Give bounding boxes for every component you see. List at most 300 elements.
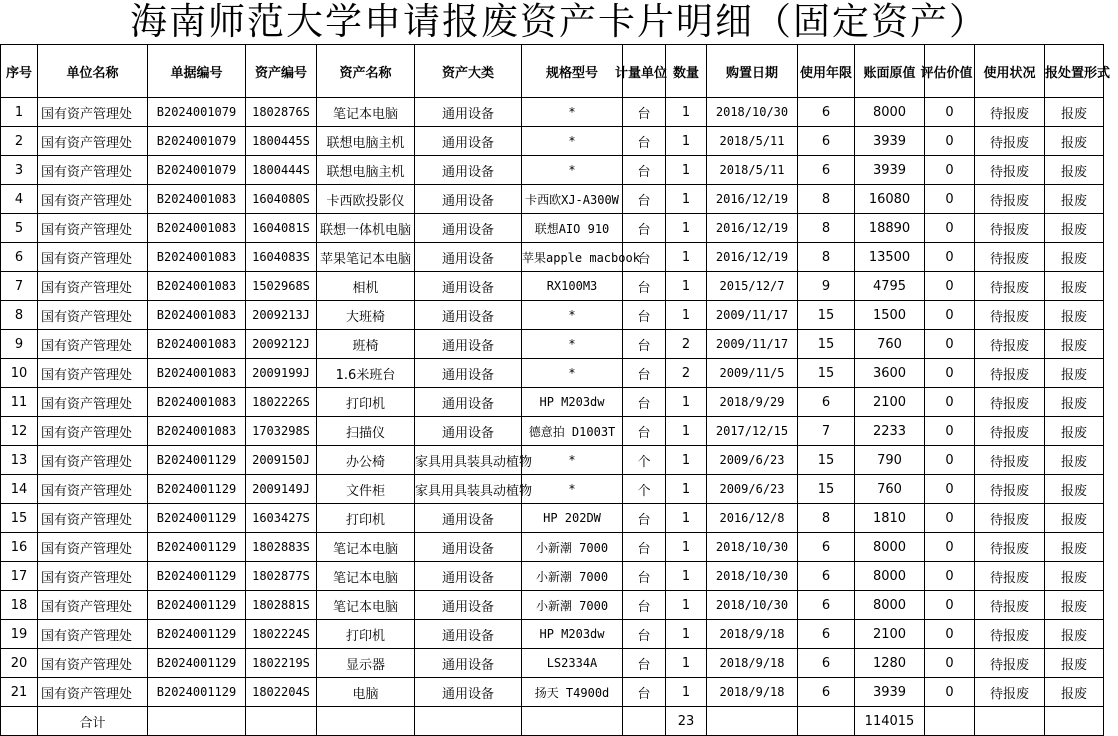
document-number-cell[interactable]: B2024001083 — [148, 388, 246, 417]
row-number-cell[interactable]: 4 — [1, 185, 38, 214]
model-spec-cell[interactable]: LS2334A — [522, 649, 623, 678]
unit-cell[interactable]: 台 — [623, 98, 666, 127]
asset-name-cell[interactable]: 笔记本电脑 — [317, 562, 415, 591]
asset-name-cell[interactable]: 扫描仪 — [317, 417, 415, 446]
row-number-cell[interactable]: 16 — [1, 533, 38, 562]
unit-cell[interactable]: 台 — [623, 214, 666, 243]
purchase-date-cell[interactable]: 2009/6/23 — [707, 475, 798, 504]
usage-status-cell[interactable]: 待报废 — [975, 388, 1045, 417]
disposal-form-cell[interactable]: 报废 — [1045, 620, 1104, 649]
asset-category-cell[interactable]: 通用设备 — [415, 620, 522, 649]
usage-status-cell[interactable]: 待报废 — [975, 475, 1045, 504]
unit-cell[interactable]: 台 — [623, 185, 666, 214]
disposal-form-cell[interactable]: 报废 — [1045, 446, 1104, 475]
row-number-cell[interactable]: 15 — [1, 504, 38, 533]
asset-name-cell[interactable]: 显示器 — [317, 649, 415, 678]
book-value-cell[interactable]: 760 — [855, 475, 925, 504]
purchase-date-cell[interactable]: 2016/12/19 — [707, 214, 798, 243]
purchase-date-cell[interactable]: 2016/12/8 — [707, 504, 798, 533]
book-value-cell[interactable]: 3600 — [855, 359, 925, 388]
document-number-cell[interactable]: B2024001129 — [148, 504, 246, 533]
service-life-cell[interactable]: 9 — [798, 272, 855, 301]
asset-number-cell[interactable]: 2009150J — [246, 446, 317, 475]
purchase-date-cell[interactable]: 2015/12/7 — [707, 272, 798, 301]
model-spec-cell[interactable]: 联想AIO 910 — [522, 214, 623, 243]
unit-cell[interactable]: 台 — [623, 533, 666, 562]
appraised-value-cell[interactable]: 0 — [925, 214, 975, 243]
asset-name-cell[interactable]: 联想电脑主机 — [317, 156, 415, 185]
usage-status-cell[interactable]: 待报废 — [975, 98, 1045, 127]
asset-category-cell[interactable]: 通用设备 — [415, 388, 522, 417]
usage-status-cell[interactable]: 待报废 — [975, 127, 1045, 156]
quantity-cell[interactable]: 1 — [666, 620, 707, 649]
book-value-cell[interactable]: 13500 — [855, 243, 925, 272]
unit-name-cell[interactable]: 国有资产管理处 — [38, 243, 148, 272]
asset-category-cell[interactable]: 通用设备 — [415, 185, 522, 214]
asset-name-cell[interactable]: 卡西欧投影仪 — [317, 185, 415, 214]
quantity-cell[interactable]: 1 — [666, 417, 707, 446]
document-number-cell[interactable]: B2024001083 — [148, 301, 246, 330]
model-spec-cell[interactable]: * — [522, 446, 623, 475]
appraised-value-cell[interactable]: 0 — [925, 127, 975, 156]
row-number-cell[interactable]: 9 — [1, 330, 38, 359]
purchase-date-cell[interactable]: 2018/9/18 — [707, 678, 798, 707]
asset-number-cell[interactable]: 1603427S — [246, 504, 317, 533]
asset-name-cell[interactable]: 打印机 — [317, 620, 415, 649]
row-number-cell[interactable]: 12 — [1, 417, 38, 446]
document-number-cell[interactable]: B2024001083 — [148, 417, 246, 446]
unit-name-cell[interactable]: 国有资产管理处 — [38, 533, 148, 562]
row-number-cell[interactable]: 8 — [1, 301, 38, 330]
asset-category-cell[interactable]: 家具用具装具动植物 — [415, 446, 522, 475]
service-life-cell[interactable]: 6 — [798, 620, 855, 649]
usage-status-cell[interactable]: 待报废 — [975, 678, 1045, 707]
service-life-cell[interactable]: 15 — [798, 301, 855, 330]
appraised-value-cell[interactable]: 0 — [925, 678, 975, 707]
quantity-cell[interactable]: 1 — [666, 562, 707, 591]
table-cell[interactable] — [623, 707, 666, 736]
appraised-value-cell[interactable]: 0 — [925, 301, 975, 330]
usage-status-cell[interactable]: 待报废 — [975, 272, 1045, 301]
asset-name-cell[interactable]: 打印机 — [317, 388, 415, 417]
unit-name-cell[interactable]: 国有资产管理处 — [38, 359, 148, 388]
appraised-value-cell[interactable]: 0 — [925, 533, 975, 562]
header-cell[interactable]: 报处置形式 — [1045, 45, 1104, 98]
service-life-cell[interactable]: 6 — [798, 156, 855, 185]
purchase-date-cell[interactable]: 2018/9/18 — [707, 649, 798, 678]
unit-name-cell[interactable]: 国有资产管理处 — [38, 591, 148, 620]
unit-name-cell[interactable]: 国有资产管理处 — [38, 649, 148, 678]
appraised-value-cell[interactable]: 0 — [925, 475, 975, 504]
row-number-cell[interactable]: 14 — [1, 475, 38, 504]
usage-status-cell[interactable]: 待报废 — [975, 504, 1045, 533]
quantity-cell[interactable]: 1 — [666, 678, 707, 707]
asset-category-cell[interactable]: 通用设备 — [415, 591, 522, 620]
unit-cell[interactable]: 台 — [623, 649, 666, 678]
asset-name-cell[interactable]: 联想一体机电脑 — [317, 214, 415, 243]
appraised-value-cell[interactable]: 0 — [925, 243, 975, 272]
book-value-cell[interactable]: 16080 — [855, 185, 925, 214]
disposal-form-cell[interactable]: 报废 — [1045, 649, 1104, 678]
unit-cell[interactable]: 个 — [623, 446, 666, 475]
purchase-date-cell[interactable]: 2018/9/18 — [707, 620, 798, 649]
model-spec-cell[interactable]: HP M203dw — [522, 620, 623, 649]
table-cell[interactable] — [975, 707, 1045, 736]
disposal-form-cell[interactable]: 报废 — [1045, 214, 1104, 243]
disposal-form-cell[interactable]: 报废 — [1045, 562, 1104, 591]
table-cell[interactable] — [317, 707, 415, 736]
book-value-cell[interactable]: 2100 — [855, 620, 925, 649]
usage-status-cell[interactable]: 待报废 — [975, 417, 1045, 446]
quantity-cell[interactable]: 1 — [666, 98, 707, 127]
model-spec-cell[interactable]: HP M203dw — [522, 388, 623, 417]
table-cell[interactable] — [1045, 707, 1104, 736]
asset-category-cell[interactable]: 通用设备 — [415, 678, 522, 707]
purchase-date-cell[interactable]: 2018/5/11 — [707, 156, 798, 185]
document-number-cell[interactable]: B2024001083 — [148, 243, 246, 272]
usage-status-cell[interactable]: 待报废 — [975, 243, 1045, 272]
model-spec-cell[interactable]: * — [522, 359, 623, 388]
service-life-cell[interactable]: 15 — [798, 359, 855, 388]
document-number-cell[interactable]: B2024001083 — [148, 185, 246, 214]
appraised-value-cell[interactable]: 0 — [925, 504, 975, 533]
total-value[interactable]: 114015 — [855, 707, 925, 736]
document-number-cell[interactable]: B2024001079 — [148, 156, 246, 185]
unit-name-cell[interactable]: 国有资产管理处 — [38, 330, 148, 359]
service-life-cell[interactable]: 6 — [798, 388, 855, 417]
asset-number-cell[interactable]: 1802883S — [246, 533, 317, 562]
asset-category-cell[interactable]: 通用设备 — [415, 417, 522, 446]
disposal-form-cell[interactable]: 报废 — [1045, 127, 1104, 156]
asset-name-cell[interactable]: 苹果笔记本电脑 — [317, 243, 415, 272]
asset-category-cell[interactable]: 通用设备 — [415, 98, 522, 127]
unit-cell[interactable]: 台 — [623, 359, 666, 388]
asset-name-cell[interactable]: 电脑 — [317, 678, 415, 707]
model-spec-cell[interactable]: * — [522, 98, 623, 127]
disposal-form-cell[interactable]: 报废 — [1045, 272, 1104, 301]
unit-name-cell[interactable]: 国有资产管理处 — [38, 562, 148, 591]
purchase-date-cell[interactable]: 2009/6/23 — [707, 446, 798, 475]
unit-name-cell[interactable]: 国有资产管理处 — [38, 156, 148, 185]
document-number-cell[interactable]: B2024001129 — [148, 620, 246, 649]
usage-status-cell[interactable]: 待报废 — [975, 301, 1045, 330]
table-cell[interactable] — [1, 707, 38, 736]
book-value-cell[interactable]: 3939 — [855, 127, 925, 156]
book-value-cell[interactable]: 2233 — [855, 417, 925, 446]
table-cell[interactable] — [148, 707, 246, 736]
usage-status-cell[interactable]: 待报废 — [975, 185, 1045, 214]
asset-category-cell[interactable]: 通用设备 — [415, 214, 522, 243]
quantity-cell[interactable]: 1 — [666, 446, 707, 475]
header-cell[interactable]: 数量 — [666, 45, 707, 98]
asset-name-cell[interactable]: 笔记本电脑 — [317, 533, 415, 562]
service-life-cell[interactable]: 6 — [798, 649, 855, 678]
quantity-cell[interactable]: 1 — [666, 504, 707, 533]
asset-category-cell[interactable]: 通用设备 — [415, 127, 522, 156]
asset-number-cell[interactable]: 1800444S — [246, 156, 317, 185]
row-number-cell[interactable]: 21 — [1, 678, 38, 707]
document-number-cell[interactable]: B2024001129 — [148, 533, 246, 562]
asset-name-cell[interactable]: 班椅 — [317, 330, 415, 359]
usage-status-cell[interactable]: 待报废 — [975, 156, 1045, 185]
model-spec-cell[interactable]: 小新潮 7000 — [522, 533, 623, 562]
unit-name-cell[interactable]: 国有资产管理处 — [38, 678, 148, 707]
asset-number-cell[interactable]: 1604080S — [246, 185, 317, 214]
document-number-cell[interactable]: B2024001129 — [148, 649, 246, 678]
usage-status-cell[interactable]: 待报废 — [975, 446, 1045, 475]
unit-name-cell[interactable]: 国有资产管理处 — [38, 504, 148, 533]
model-spec-cell[interactable]: 小新潮 7000 — [522, 591, 623, 620]
unit-cell[interactable]: 台 — [623, 330, 666, 359]
usage-status-cell[interactable]: 待报废 — [975, 359, 1045, 388]
appraised-value-cell[interactable]: 0 — [925, 562, 975, 591]
book-value-cell[interactable]: 1280 — [855, 649, 925, 678]
asset-name-cell[interactable]: 打印机 — [317, 504, 415, 533]
asset-category-cell[interactable]: 通用设备 — [415, 504, 522, 533]
model-spec-cell[interactable]: 苹果apple macbook — [522, 243, 623, 272]
asset-category-cell[interactable]: 通用设备 — [415, 272, 522, 301]
usage-status-cell[interactable]: 待报废 — [975, 533, 1045, 562]
appraised-value-cell[interactable]: 0 — [925, 446, 975, 475]
header-cell[interactable]: 使用年限 — [798, 45, 855, 98]
quantity-cell[interactable]: 1 — [666, 475, 707, 504]
asset-number-cell[interactable]: 2009212J — [246, 330, 317, 359]
unit-name-cell[interactable]: 国有资产管理处 — [38, 214, 148, 243]
book-value-cell[interactable]: 8000 — [855, 98, 925, 127]
header-cell[interactable]: 资产大类 — [415, 45, 522, 98]
unit-cell[interactable]: 台 — [623, 591, 666, 620]
disposal-form-cell[interactable]: 报废 — [1045, 678, 1104, 707]
asset-category-cell[interactable]: 通用设备 — [415, 562, 522, 591]
asset-name-cell[interactable]: 办公椅 — [317, 446, 415, 475]
document-number-cell[interactable]: B2024001083 — [148, 330, 246, 359]
row-number-cell[interactable]: 3 — [1, 156, 38, 185]
unit-cell[interactable]: 台 — [623, 388, 666, 417]
book-value-cell[interactable]: 8000 — [855, 533, 925, 562]
asset-number-cell[interactable]: 1802224S — [246, 620, 317, 649]
appraised-value-cell[interactable]: 0 — [925, 330, 975, 359]
usage-status-cell[interactable]: 待报废 — [975, 591, 1045, 620]
unit-name-cell[interactable]: 国有资产管理处 — [38, 272, 148, 301]
asset-number-cell[interactable]: 1802877S — [246, 562, 317, 591]
header-cell[interactable]: 单位名称 — [38, 45, 148, 98]
asset-category-cell[interactable]: 通用设备 — [415, 301, 522, 330]
unit-name-cell[interactable]: 国有资产管理处 — [38, 185, 148, 214]
purchase-date-cell[interactable]: 2016/12/19 — [707, 185, 798, 214]
quantity-cell[interactable]: 1 — [666, 388, 707, 417]
table-cell[interactable] — [925, 707, 975, 736]
appraised-value-cell[interactable]: 0 — [925, 591, 975, 620]
purchase-date-cell[interactable]: 2017/12/15 — [707, 417, 798, 446]
model-spec-cell[interactable]: * — [522, 330, 623, 359]
document-number-cell[interactable]: B2024001129 — [148, 678, 246, 707]
quantity-cell[interactable]: 1 — [666, 156, 707, 185]
asset-number-cell[interactable]: 1802881S — [246, 591, 317, 620]
unit-cell[interactable]: 台 — [623, 562, 666, 591]
table-cell[interactable] — [246, 707, 317, 736]
book-value-cell[interactable]: 790 — [855, 446, 925, 475]
book-value-cell[interactable]: 2100 — [855, 388, 925, 417]
header-cell[interactable]: 规格型号 — [522, 45, 623, 98]
usage-status-cell[interactable]: 待报废 — [975, 649, 1045, 678]
row-number-cell[interactable]: 11 — [1, 388, 38, 417]
row-number-cell[interactable]: 10 — [1, 359, 38, 388]
service-life-cell[interactable]: 8 — [798, 243, 855, 272]
asset-number-cell[interactable]: 2009149J — [246, 475, 317, 504]
book-value-cell[interactable]: 3939 — [855, 156, 925, 185]
asset-number-cell[interactable]: 2009213J — [246, 301, 317, 330]
disposal-form-cell[interactable]: 报废 — [1045, 156, 1104, 185]
document-number-cell[interactable]: B2024001129 — [148, 446, 246, 475]
purchase-date-cell[interactable]: 2009/11/17 — [707, 330, 798, 359]
book-value-cell[interactable]: 760 — [855, 330, 925, 359]
document-number-cell[interactable]: B2024001083 — [148, 359, 246, 388]
model-spec-cell[interactable]: 扬天 T4900d — [522, 678, 623, 707]
purchase-date-cell[interactable]: 2009/11/5 — [707, 359, 798, 388]
appraised-value-cell[interactable]: 0 — [925, 649, 975, 678]
usage-status-cell[interactable]: 待报废 — [975, 330, 1045, 359]
quantity-cell[interactable]: 2 — [666, 330, 707, 359]
quantity-cell[interactable]: 1 — [666, 301, 707, 330]
unit-cell[interactable]: 台 — [623, 620, 666, 649]
purchase-date-cell[interactable]: 2018/10/30 — [707, 591, 798, 620]
purchase-date-cell[interactable]: 2018/10/30 — [707, 562, 798, 591]
appraised-value-cell[interactable]: 0 — [925, 272, 975, 301]
service-life-cell[interactable]: 15 — [798, 446, 855, 475]
disposal-form-cell[interactable]: 报废 — [1045, 388, 1104, 417]
asset-number-cell[interactable]: 1802226S — [246, 388, 317, 417]
row-number-cell[interactable]: 19 — [1, 620, 38, 649]
table-cell[interactable] — [707, 707, 798, 736]
unit-name-cell[interactable]: 国有资产管理处 — [38, 620, 148, 649]
asset-number-cell[interactable]: 1502968S — [246, 272, 317, 301]
disposal-form-cell[interactable]: 报废 — [1045, 185, 1104, 214]
disposal-form-cell[interactable]: 报废 — [1045, 330, 1104, 359]
model-spec-cell[interactable]: * — [522, 475, 623, 504]
service-life-cell[interactable]: 6 — [798, 591, 855, 620]
unit-cell[interactable]: 台 — [623, 127, 666, 156]
unit-name-cell[interactable]: 国有资产管理处 — [38, 301, 148, 330]
usage-status-cell[interactable]: 待报废 — [975, 562, 1045, 591]
document-number-cell[interactable]: B2024001083 — [148, 214, 246, 243]
model-spec-cell[interactable]: 德意拍 D1003T — [522, 417, 623, 446]
header-cell[interactable]: 资产名称 — [317, 45, 415, 98]
document-number-cell[interactable]: B2024001129 — [148, 591, 246, 620]
asset-number-cell[interactable]: 2009199J — [246, 359, 317, 388]
service-life-cell[interactable]: 6 — [798, 98, 855, 127]
appraised-value-cell[interactable]: 0 — [925, 156, 975, 185]
service-life-cell[interactable]: 15 — [798, 475, 855, 504]
model-spec-cell[interactable]: 小新潮 7000 — [522, 562, 623, 591]
header-cell[interactable]: 资产编号 — [246, 45, 317, 98]
purchase-date-cell[interactable]: 2018/10/30 — [707, 533, 798, 562]
unit-name-cell[interactable]: 国有资产管理处 — [38, 98, 148, 127]
document-number-cell[interactable]: B2024001129 — [148, 475, 246, 504]
asset-number-cell[interactable]: 1800445S — [246, 127, 317, 156]
quantity-cell[interactable]: 1 — [666, 591, 707, 620]
asset-number-cell[interactable]: 1802219S — [246, 649, 317, 678]
purchase-date-cell[interactable]: 2009/11/17 — [707, 301, 798, 330]
asset-category-cell[interactable]: 通用设备 — [415, 533, 522, 562]
asset-name-cell[interactable]: 笔记本电脑 — [317, 591, 415, 620]
service-life-cell[interactable]: 8 — [798, 504, 855, 533]
asset-category-cell[interactable]: 通用设备 — [415, 330, 522, 359]
asset-category-cell[interactable]: 家具用具装具动植物 — [415, 475, 522, 504]
quantity-cell[interactable]: 1 — [666, 185, 707, 214]
unit-cell[interactable]: 台 — [623, 272, 666, 301]
unit-name-cell[interactable]: 国有资产管理处 — [38, 475, 148, 504]
header-cell[interactable]: 单据编号 — [148, 45, 246, 98]
service-life-cell[interactable]: 8 — [798, 214, 855, 243]
asset-name-cell[interactable]: 相机 — [317, 272, 415, 301]
service-life-cell[interactable]: 6 — [798, 127, 855, 156]
disposal-form-cell[interactable]: 报废 — [1045, 417, 1104, 446]
unit-cell[interactable]: 台 — [623, 417, 666, 446]
document-number-cell[interactable]: B2024001083 — [148, 272, 246, 301]
table-cell[interactable] — [798, 707, 855, 736]
disposal-form-cell[interactable]: 报废 — [1045, 591, 1104, 620]
asset-name-cell[interactable]: 联想电脑主机 — [317, 127, 415, 156]
asset-number-cell[interactable]: 1802204S — [246, 678, 317, 707]
row-number-cell[interactable]: 6 — [1, 243, 38, 272]
disposal-form-cell[interactable]: 报废 — [1045, 301, 1104, 330]
quantity-cell[interactable]: 1 — [666, 533, 707, 562]
total-label[interactable]: 合计 — [38, 707, 148, 736]
book-value-cell[interactable]: 1810 — [855, 504, 925, 533]
model-spec-cell[interactable]: * — [522, 156, 623, 185]
row-number-cell[interactable]: 18 — [1, 591, 38, 620]
service-life-cell[interactable]: 6 — [798, 533, 855, 562]
service-life-cell[interactable]: 8 — [798, 185, 855, 214]
asset-category-cell[interactable]: 通用设备 — [415, 243, 522, 272]
document-number-cell[interactable]: B2024001079 — [148, 127, 246, 156]
row-number-cell[interactable]: 7 — [1, 272, 38, 301]
appraised-value-cell[interactable]: 0 — [925, 388, 975, 417]
usage-status-cell[interactable]: 待报废 — [975, 214, 1045, 243]
service-life-cell[interactable]: 7 — [798, 417, 855, 446]
asset-category-cell[interactable]: 通用设备 — [415, 649, 522, 678]
asset-name-cell[interactable]: 大班椅 — [317, 301, 415, 330]
unit-name-cell[interactable]: 国有资产管理处 — [38, 388, 148, 417]
quantity-cell[interactable]: 1 — [666, 214, 707, 243]
document-number-cell[interactable]: B2024001079 — [148, 98, 246, 127]
unit-cell[interactable]: 台 — [623, 156, 666, 185]
unit-name-cell[interactable]: 国有资产管理处 — [38, 127, 148, 156]
appraised-value-cell[interactable]: 0 — [925, 620, 975, 649]
row-number-cell[interactable]: 5 — [1, 214, 38, 243]
unit-name-cell[interactable]: 国有资产管理处 — [38, 417, 148, 446]
header-cell[interactable]: 购置日期 — [707, 45, 798, 98]
model-spec-cell[interactable]: * — [522, 127, 623, 156]
quantity-cell[interactable]: 1 — [666, 243, 707, 272]
model-spec-cell[interactable]: RX100M3 — [522, 272, 623, 301]
book-value-cell[interactable]: 8000 — [855, 591, 925, 620]
disposal-form-cell[interactable]: 报废 — [1045, 475, 1104, 504]
disposal-form-cell[interactable]: 报废 — [1045, 243, 1104, 272]
row-number-cell[interactable]: 2 — [1, 127, 38, 156]
service-life-cell[interactable]: 6 — [798, 562, 855, 591]
unit-cell[interactable]: 台 — [623, 678, 666, 707]
header-cell[interactable]: 计量单位 — [623, 45, 666, 98]
model-spec-cell[interactable]: HP 202DW — [522, 504, 623, 533]
book-value-cell[interactable]: 3939 — [855, 678, 925, 707]
header-cell[interactable]: 账面原值 — [855, 45, 925, 98]
unit-cell[interactable]: 台 — [623, 243, 666, 272]
quantity-cell[interactable]: 2 — [666, 359, 707, 388]
asset-category-cell[interactable]: 通用设备 — [415, 156, 522, 185]
row-number-cell[interactable]: 17 — [1, 562, 38, 591]
disposal-form-cell[interactable]: 报废 — [1045, 533, 1104, 562]
